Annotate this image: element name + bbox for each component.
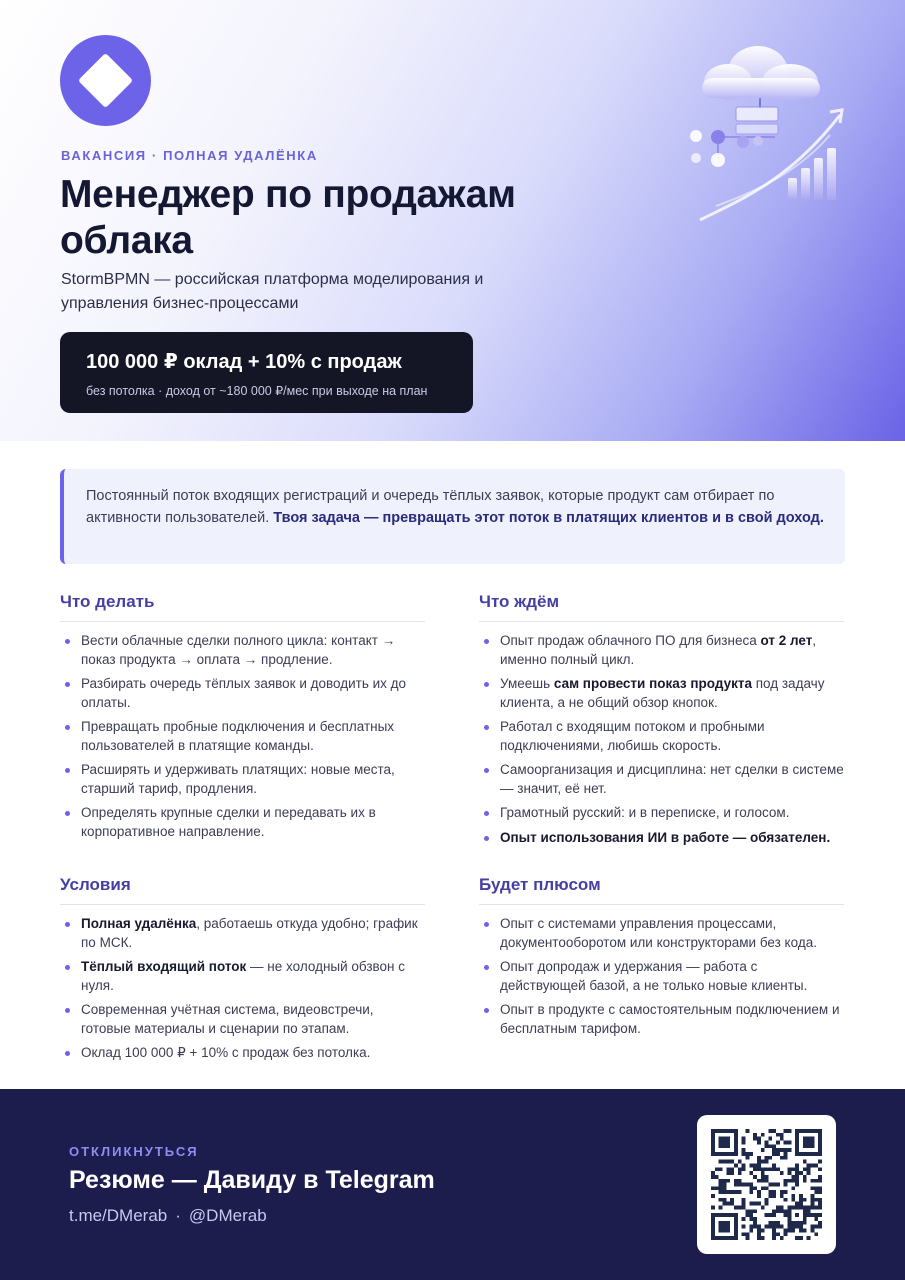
cloud-growth-illustration-icon (680, 30, 860, 230)
item-text: Грамотный русский: и в переписке, и голосом. (500, 805, 790, 820)
item-text: — не холодный обзвон с нуля. (81, 959, 406, 993)
item-text: Умеешь (500, 676, 554, 691)
telegram-handle[interactable]: @DMerab (188, 1206, 267, 1225)
item-bold: Полная удалёнка (81, 916, 197, 931)
item-text: Самоорганизация и дисциплина: нет сделки в системе — значит, её нет. (500, 762, 844, 796)
item-text: Работал с входящим потоком и пробными подключениями, любишь скорость. (500, 719, 765, 753)
hero-section (0, 0, 905, 441)
intro-callout (60, 469, 845, 564)
list-item: Вести облачные сделки полного цикла: контакт → показ продукта → оплата → продление. (60, 632, 425, 669)
list-item (60, 915, 425, 952)
cta-footer (0, 1089, 905, 1280)
list-item (60, 958, 425, 995)
item-bold: сам провести показ продукта (553, 676, 752, 691)
cta-title: Резюме — Давиду в Telegram (69, 1166, 435, 1194)
telegram-link[interactable]: t.me/DMerab (69, 1206, 168, 1225)
section-title-conditions: Условия (60, 875, 425, 905)
section-expect (479, 592, 844, 853)
callout-bold-text: Твоя задача — превращать этот поток в платящих клиентов и в свой доход. (273, 510, 824, 526)
list-item (479, 632, 844, 669)
list-item: Расширять и удерживать платящих: новые места, старший тариф, продления. (60, 761, 425, 798)
section-todo (60, 592, 425, 847)
company-subtitle: StormBPMN — российская платформа моделирования и управления бизнес-процессами (61, 271, 484, 312)
list-item (479, 829, 844, 848)
section-plus (479, 875, 844, 1044)
list-item (479, 675, 844, 712)
cta-eyebrow: ОТКЛИКНУТЬСЯ (69, 1144, 199, 1159)
vacancy-eyebrow: ВАКАНСИЯ · ПОЛНАЯ УДАЛЁНКА (61, 148, 318, 163)
list-item (60, 1001, 425, 1038)
cta-links (69, 1206, 267, 1226)
list-item: Опыт с системами управления процессами, документооборотом или конструкторами без кода. (479, 915, 844, 952)
item-text: Оклад 100 000 ₽ + 10% с продаж без потолка. (81, 1045, 371, 1060)
list-item (479, 761, 844, 798)
section-title-todo: Что делать (60, 592, 425, 622)
item-text: Современная учётная система, видеовстречи, готовые материалы и сценарии по этапам. (81, 1002, 374, 1036)
page-title: Менеджер по продажам облака (60, 173, 516, 262)
item-bold: от 2 лет (760, 633, 813, 648)
item-bold: Опыт использования ИИ в работе — обязателен. (500, 829, 831, 845)
list-item: Опыт в продукте с самостоятельным подключением и бесплатным тарифом. (479, 1001, 844, 1038)
diamond-icon (78, 53, 133, 108)
salary-sub: без потолка · доход от ~180 000 ₽/мес при выходе на план (86, 384, 428, 398)
conditions-list (60, 915, 425, 1063)
salary-card (60, 332, 473, 413)
expect-list (479, 632, 844, 847)
item-bold: Тёплый входящий поток (81, 959, 247, 974)
list-item (479, 804, 844, 823)
section-title-expect: Что ждём (479, 592, 844, 622)
list-item (60, 1044, 425, 1063)
section-conditions (60, 875, 425, 1069)
item-text: Опыт продаж облачного ПО для бизнеса (500, 633, 761, 648)
qr-code[interactable] (697, 1115, 836, 1254)
item-text: под задачу клиента, а не общий обзор кнопок. (500, 676, 825, 710)
salary-main: 100 000 ₽ оклад + 10% с продаж (86, 351, 402, 373)
plus-list (479, 915, 844, 1038)
item-text: , работаешь откуда удобно; график по МСК. (81, 916, 418, 950)
list-item: Опыт допродаж и удержания — работа с действующей базой, а не только новые клиенты. (479, 958, 844, 995)
callout-text: Постоянный поток входящих регистраций и очередь тёплых заявок, которые продукт сам отбирает по активности пользователей. (86, 488, 775, 526)
qr-code-icon (711, 1129, 822, 1240)
company-logo (60, 35, 151, 126)
todo-list (60, 632, 425, 841)
link-separator: · (175, 1206, 181, 1225)
section-title-plus: Будет плюсом (479, 875, 844, 905)
list-item: Превращать пробные подключения и бесплатных пользователей в платящие команды. (60, 718, 425, 755)
item-text: , именно полный цикл. (500, 633, 817, 667)
list-item: Разбирать очередь тёплых заявок и доводить их до оплаты. (60, 675, 425, 712)
list-item (479, 718, 844, 755)
list-item: Определять крупные сделки и передавать их в корпоративное направление. (60, 804, 425, 841)
